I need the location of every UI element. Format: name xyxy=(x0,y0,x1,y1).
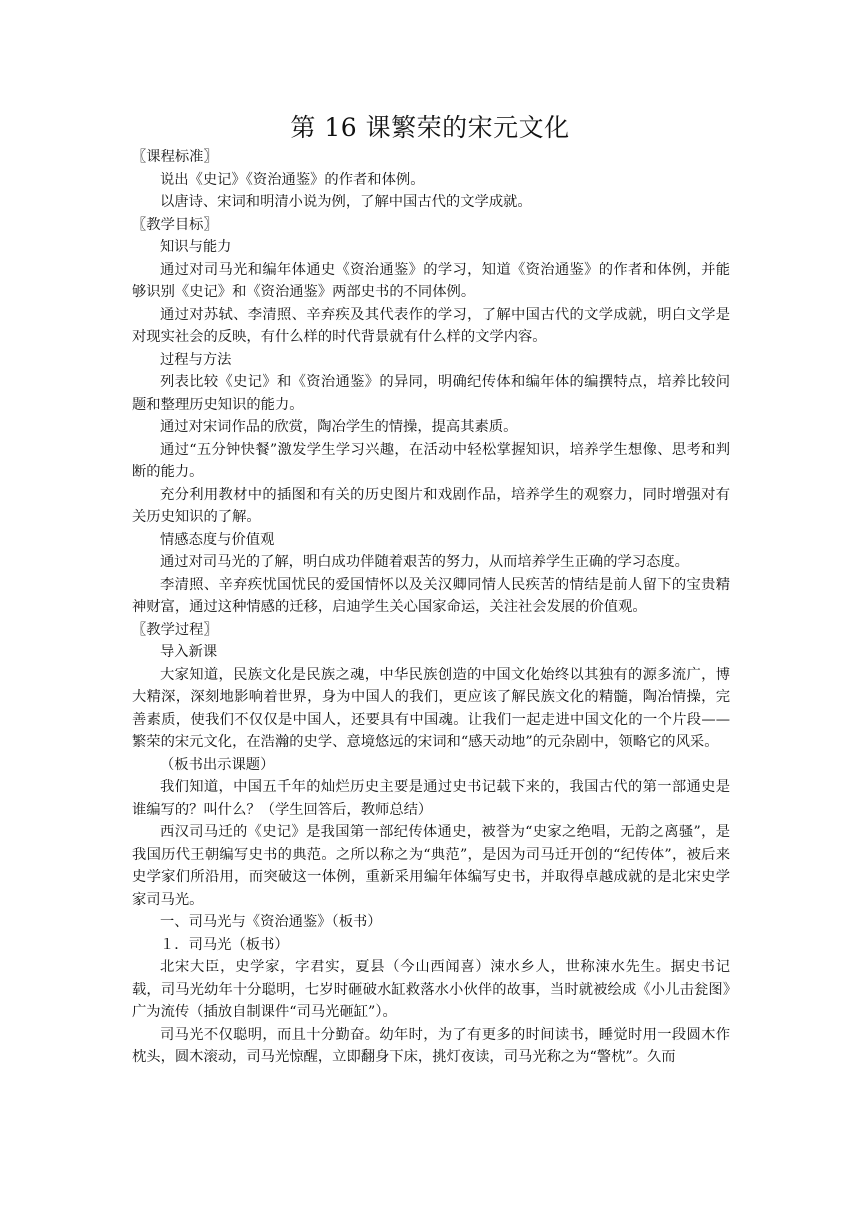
paragraph: 充分利用教材中的插图和有关的历史图片和戏剧作品，培养学生的观察力，同时增强对有关历史知识的了解。 xyxy=(132,486,730,525)
paragraph: 知识与能力 xyxy=(160,239,232,255)
paragraph: 我们知道，中国五千年的灿烂历史主要是通过史书记载下来的，我国古代的第一部通史是谁编写的？叫什么？（学生回答后，教师总结） xyxy=(132,779,730,818)
paragraph: 一、司马光与《资治通鉴》（板书） xyxy=(160,914,382,930)
paragraph: 以唐诗、宋词和明清小说为例，了解中国古代的文学成就。 xyxy=(160,194,532,210)
paragraph: 情感态度与价值观 xyxy=(160,531,275,548)
paragraph: 过程与方法 xyxy=(160,351,232,368)
paragraph: 通过“五分钟快餐”激发学生学习兴趣，在活动中轻松掌握知识，培养学生想像、思考和判断的能力。 xyxy=(132,441,730,480)
paragraph: 司马光不仅聪明，而且十分勤奋。幼年时，为了有更多的时间读书，睡觉时用一段圆木作枕头，圆木滚动，司马光惊醒，立即翻身下床，挑灯夜读，司马光称之为“警枕”。久而 xyxy=(132,1026,730,1065)
paragraph: １．司马光（板书） xyxy=(160,936,289,953)
section-heading: 〖教学过程〗 xyxy=(132,621,218,638)
paragraph: （板书出示课题） xyxy=(160,756,275,773)
section-heading: 〖课程标准〗 xyxy=(132,149,218,165)
paragraph: 通过对司马光和编年体通史《资治通鉴》的学习，知道《资治通鉴》的作者和体例，并能够识别《史记》和《资治通鉴》两部史书的不同体例。 xyxy=(132,261,730,300)
section-heading: 〖教学目标〗 xyxy=(132,216,218,233)
document-title: 第 16 课繁荣的宋元文化 xyxy=(290,113,570,142)
document-body xyxy=(132,146,730,1069)
paragraph: 说出《史记》《资治通鉴》的作者和体例。 xyxy=(160,171,425,188)
paragraph: 李清照、辛弃疾忧国忧民的爱国情怀以及关汉卿同情人民疾苦的情结是前人留下的宝贵精神财富，通过这种情感的迁移，启迪学生关心国家命运，关注社会发展的价值观。 xyxy=(132,576,730,615)
paragraph: 北宋大臣，史学家，字君实，夏县（今山西闻喜）涑水乡人，世称涑水先生。据史书记载，司马光幼年十分聪明，七岁时砸破水缸救落水小伙伴的故事，当时就被绘成《小儿击瓮图》广为流传（插放自制课件“司马光砸缸”）。 xyxy=(132,959,730,1020)
paragraph: 大家知道，民族文化是民族之魂，中华民族创造的中国文化始终以其独有的源多流广，博大精深，深刻地影响着世界，身为中国人的我们，更应该了解民族文化的精髓，陶冶情操，完善素质，使我们不仅仅是中国人，还要具有中国魂。让我们一起走进中国文化的一个片段——繁荣的宋元文化，在浩瀚的史学、意境悠远的宋词和“感天动地”的元杂剧中，领略它的风采。 xyxy=(132,666,730,750)
paragraph: 列表比较《史记》和《资治通鉴》的异同，明确纪传体和编年体的编撰特点，培养比较问题和整理历史知识的能力。 xyxy=(132,374,730,413)
paragraph: 西汉司马迁的《史记》是我国第一部纪传体通史，被誉为“史家之绝唱，无韵之离骚”，是我国历代王朝编写史书的典范。之所以称之为“典范”，是因为司马迁开创的“纪传体”，被后来史学家们所沿用，而突破这一体例，重新采用编年体编写史书，并取得卓越成就的是北宋史学家司马光。 xyxy=(132,824,730,908)
paragraph: 通过对司马光的了解，明白成功伴随着艰苦的努力，从而培养学生正确的学习态度。 xyxy=(160,554,689,570)
paragraph: 导入新课 xyxy=(160,644,218,660)
paragraph: 通过对苏轼、李清照、辛弃疾及其代表作的学习，了解中国古代的文学成就，明白文学是对现实社会的反映，有什么样的时代背景就有什么样的文学内容。 xyxy=(132,306,730,345)
paragraph: 通过对宋词作品的欣赏，陶冶学生的情操，提高其素质。 xyxy=(160,419,518,435)
